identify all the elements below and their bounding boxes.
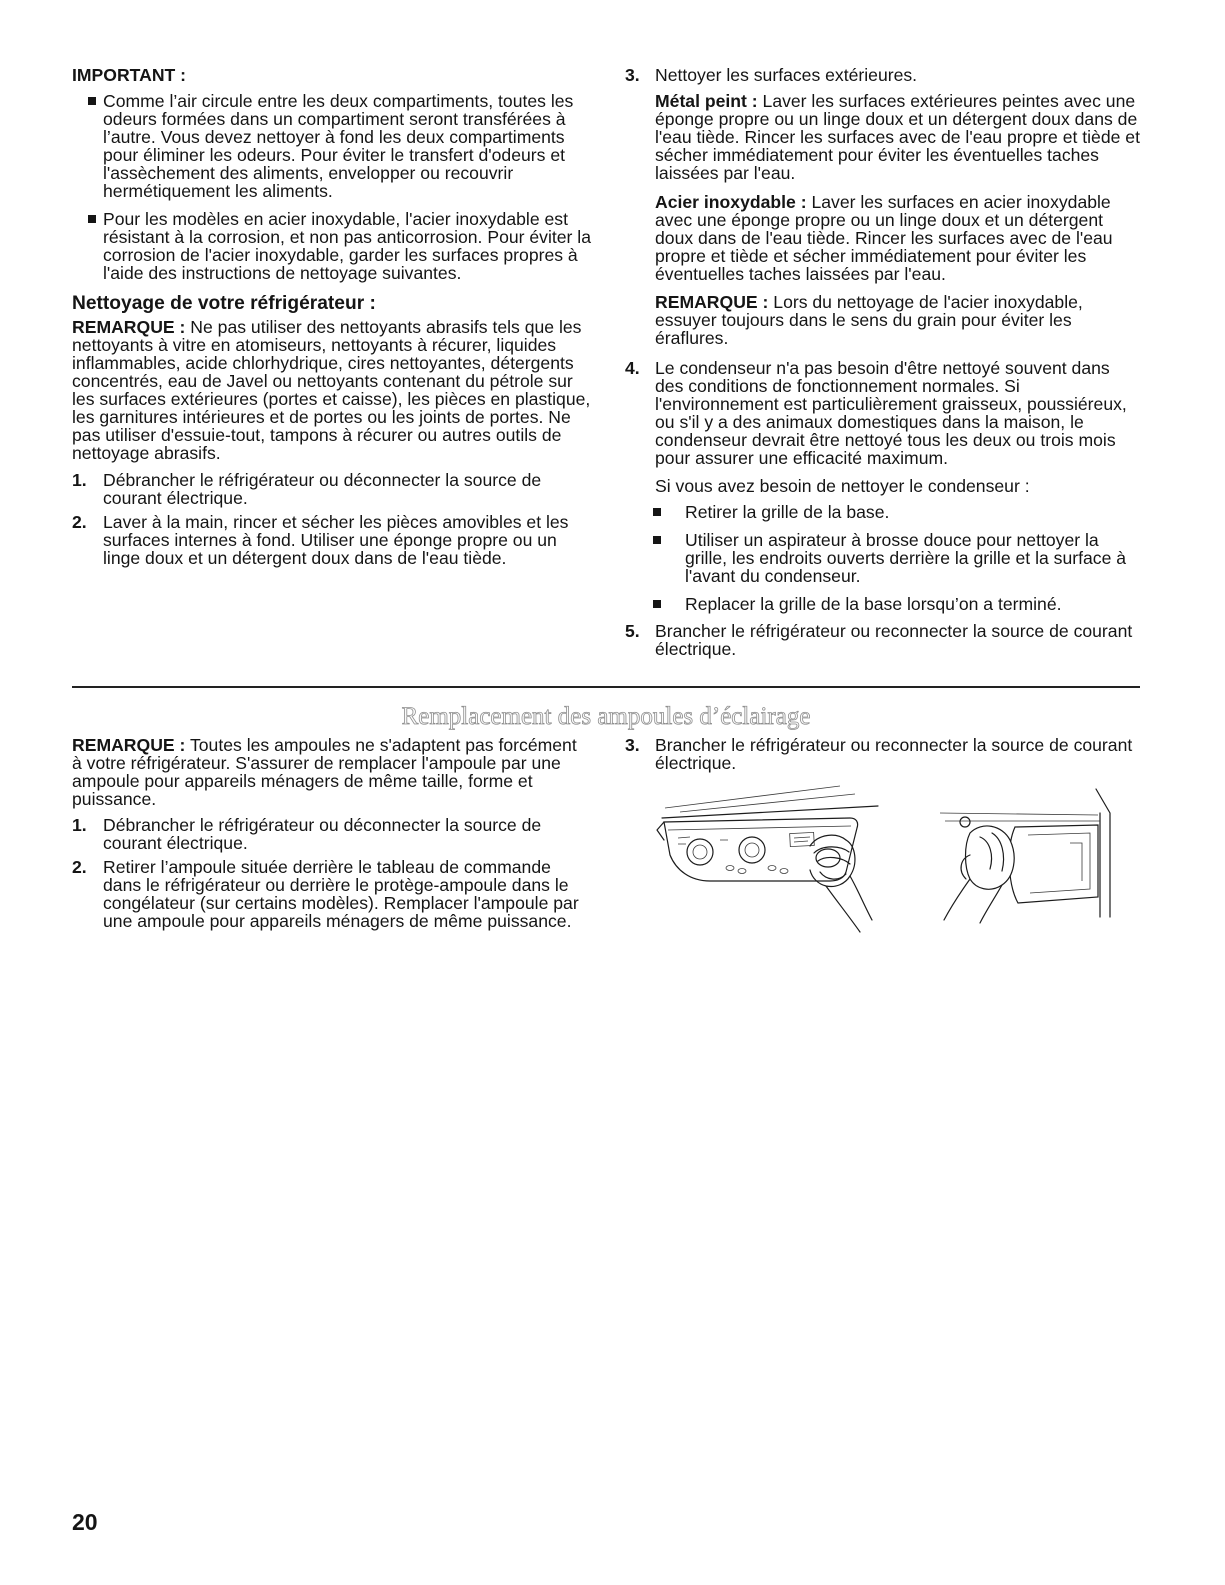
step-text: Retirer l’ampoule située derrière le tableau de commande dans le réfrigérateur ou derrière le protège-ampoule dans le congélateur (sur certains modèles). Remplacer l'ampoule par une ampoule pour appareils ménagers de même puissance. xyxy=(103,857,579,931)
bullet-text: Retirer la grille de la base. xyxy=(685,502,890,522)
note-label: REMARQUE : xyxy=(72,317,186,337)
note-text: Ne pas utiliser des nettoyants abrasifs tels que les nettoyants à vitre en atomiseurs, nettoyants à récurer, liquides inflammables, acide chlorhydrique, cires nettoyantes, détergents concentrés, eau de Javel ou nettoyants contenant du pétrole sur les surfaces extérieures (portes et caisse), les pièces en plastique, les garnitures intérieures et de portes ou les joints de portes. Ne pas utiliser d'essuie-tout, tampons à récurer ou autres outils de nettoyage abrasifs. xyxy=(72,317,591,463)
step-text: Le condenseur n'a pas besoin d'être nettoyé souvent dans des conditions de fonctionnement normales. Si l'environnement est particulièrement graisseux, poussiéreux, ou s'il y a des animaux domestiques dans la maison, le condenseur devrait être nettoyé tous les deux ou trois mois pour assurer une efficacité maximum. xyxy=(655,358,1127,468)
condenser-bullet xyxy=(653,531,1126,585)
cleaning-note xyxy=(72,318,590,462)
step-text: Laver à la main, rincer et sécher les pièces amovibles et les surfaces internes à fond. Utiliser une éponge propre ou un linge doux et un détergent doux dans de l'eau tiède. xyxy=(103,512,569,568)
bulb-section-title: Remplacement des ampoules d’éclairage xyxy=(401,703,811,730)
step-number: 2. xyxy=(72,857,87,877)
light-shield xyxy=(1009,825,1098,903)
step-text: Débrancher le réfrigérateur ou déconnecter la source de courant électrique. xyxy=(103,815,542,853)
step-text: Brancher le réfrigérateur ou reconnecter la source de courant électrique. xyxy=(655,621,1133,659)
condenser-intro: Si vous avez besoin de nettoyer le condenseur : xyxy=(655,476,1030,496)
cleaning-step-4 xyxy=(625,359,1127,467)
bullet-icon xyxy=(653,600,661,608)
step-number: 4. xyxy=(625,358,640,378)
step-number: 3. xyxy=(625,65,640,85)
control-knob xyxy=(960,817,970,827)
step-text: Débrancher le réfrigérateur ou déconnecter la source de courant électrique. xyxy=(103,470,542,508)
step-text: Nettoyer les surfaces extérieures. xyxy=(655,65,918,85)
step-number: 3. xyxy=(625,735,640,755)
stainless-steel-label: Acier inoxydable : xyxy=(655,192,807,212)
cleaning-step-1 xyxy=(72,471,541,507)
bullet-text: Replacer la grille de la base lorsqu’on a terminé. xyxy=(685,594,1062,614)
bullet-icon xyxy=(88,215,96,223)
painted-metal-text: Laver les surfaces extérieures peintes avec une éponge propre ou un linge doux et un détergent doux dans de l'eau tiède. Rincer les surfaces avec de l'eau propre et tiède et sécher immédiatement pour éviter les éventuelles taches laissées par l'eau. xyxy=(655,91,1140,183)
bullet-text: Comme l’air circule entre les deux compartiments, toutes les odeurs formées dans un compartiment seront transférées à l’autre. Vous devez nettoyer à fond les deux compartiments pour éliminer les odeurs. Pour éviter le transfert d'odeurs et l'assèchement des aliments, envelopper ou recouvrir hermétiquement les aliments. xyxy=(103,91,574,201)
step-number: 5. xyxy=(625,621,640,641)
stainless-note xyxy=(655,293,1083,347)
note-label: REMARQUE : xyxy=(655,292,769,312)
stainless-steel-paragraph xyxy=(655,193,1113,283)
condenser-bullet xyxy=(653,503,889,521)
bulb-note xyxy=(72,736,577,808)
important-bullet xyxy=(72,92,573,200)
step-number: 2. xyxy=(72,512,87,532)
cleaning-step-5 xyxy=(625,622,1132,658)
bulb-step-1 xyxy=(72,816,541,852)
bulb-step-2 xyxy=(72,858,579,930)
section-divider xyxy=(72,686,1140,688)
bullet-icon xyxy=(653,536,661,544)
condenser-bullet xyxy=(653,595,1062,613)
important-heading: IMPORTANT : xyxy=(72,65,187,85)
freezer-light-removal-illustration xyxy=(930,785,1120,925)
painted-metal-paragraph xyxy=(655,92,1140,182)
cleaning-step-3 xyxy=(625,66,917,84)
painted-metal-label: Métal peint : xyxy=(655,91,758,111)
bullet-text: Pour les modèles en acier inoxydable, l'acier inoxydable est résistant à la corrosion, et non pas anticorrosion. Pour éviter la corrosion de l'acier inoxydable, garder les surfaces propres à l'aide des instructions de nettoyage suivantes. xyxy=(103,209,591,283)
page-number: 20 xyxy=(72,1509,98,1535)
note-label: REMARQUE : xyxy=(72,735,186,755)
bullet-icon xyxy=(653,508,661,516)
bullet-icon xyxy=(88,97,96,105)
cleaning-section-heading: Nettoyage de votre réfrigérateur : xyxy=(72,293,376,314)
stainless-steel-text: Laver les surfaces en acier inoxydable avec une éponge propre ou un linge doux et un détergent doux dans de l'eau tiède. Rincer les surfaces avec de l'eau propre et tiède et sécher immédiatement pour éviter les éventuelles taches laissées par l'eau. xyxy=(655,192,1113,284)
note-text: Toutes les ampoules ne s'adaptent pas forcément à votre réfrigérateur. S'assurer de remplacer l'ampoule par une ampoule pour appareils ménagers de même taille, forme et puissance. xyxy=(72,735,577,809)
bullet-text: Utiliser un aspirateur à brosse douce pour nettoyer la grille, les endroits ouverts derrière la grille et la surface à l'avant du condenseur. xyxy=(685,530,1127,586)
note-text: Lors du nettoyage de l'acier inoxydable, essuyer toujours dans le sens du grain pour éviter les éraflures. xyxy=(655,292,1083,348)
cleaning-step-2 xyxy=(72,513,568,567)
step-number: 1. xyxy=(72,470,87,490)
shelf-edge xyxy=(662,786,878,818)
important-bullet xyxy=(72,210,591,282)
refrigerator-light-removal-illustration xyxy=(650,760,890,935)
step-text: Brancher le réfrigérateur ou reconnecter la source de courant électrique. xyxy=(655,735,1133,773)
hand xyxy=(944,826,1014,923)
step-number: 1. xyxy=(72,815,87,835)
